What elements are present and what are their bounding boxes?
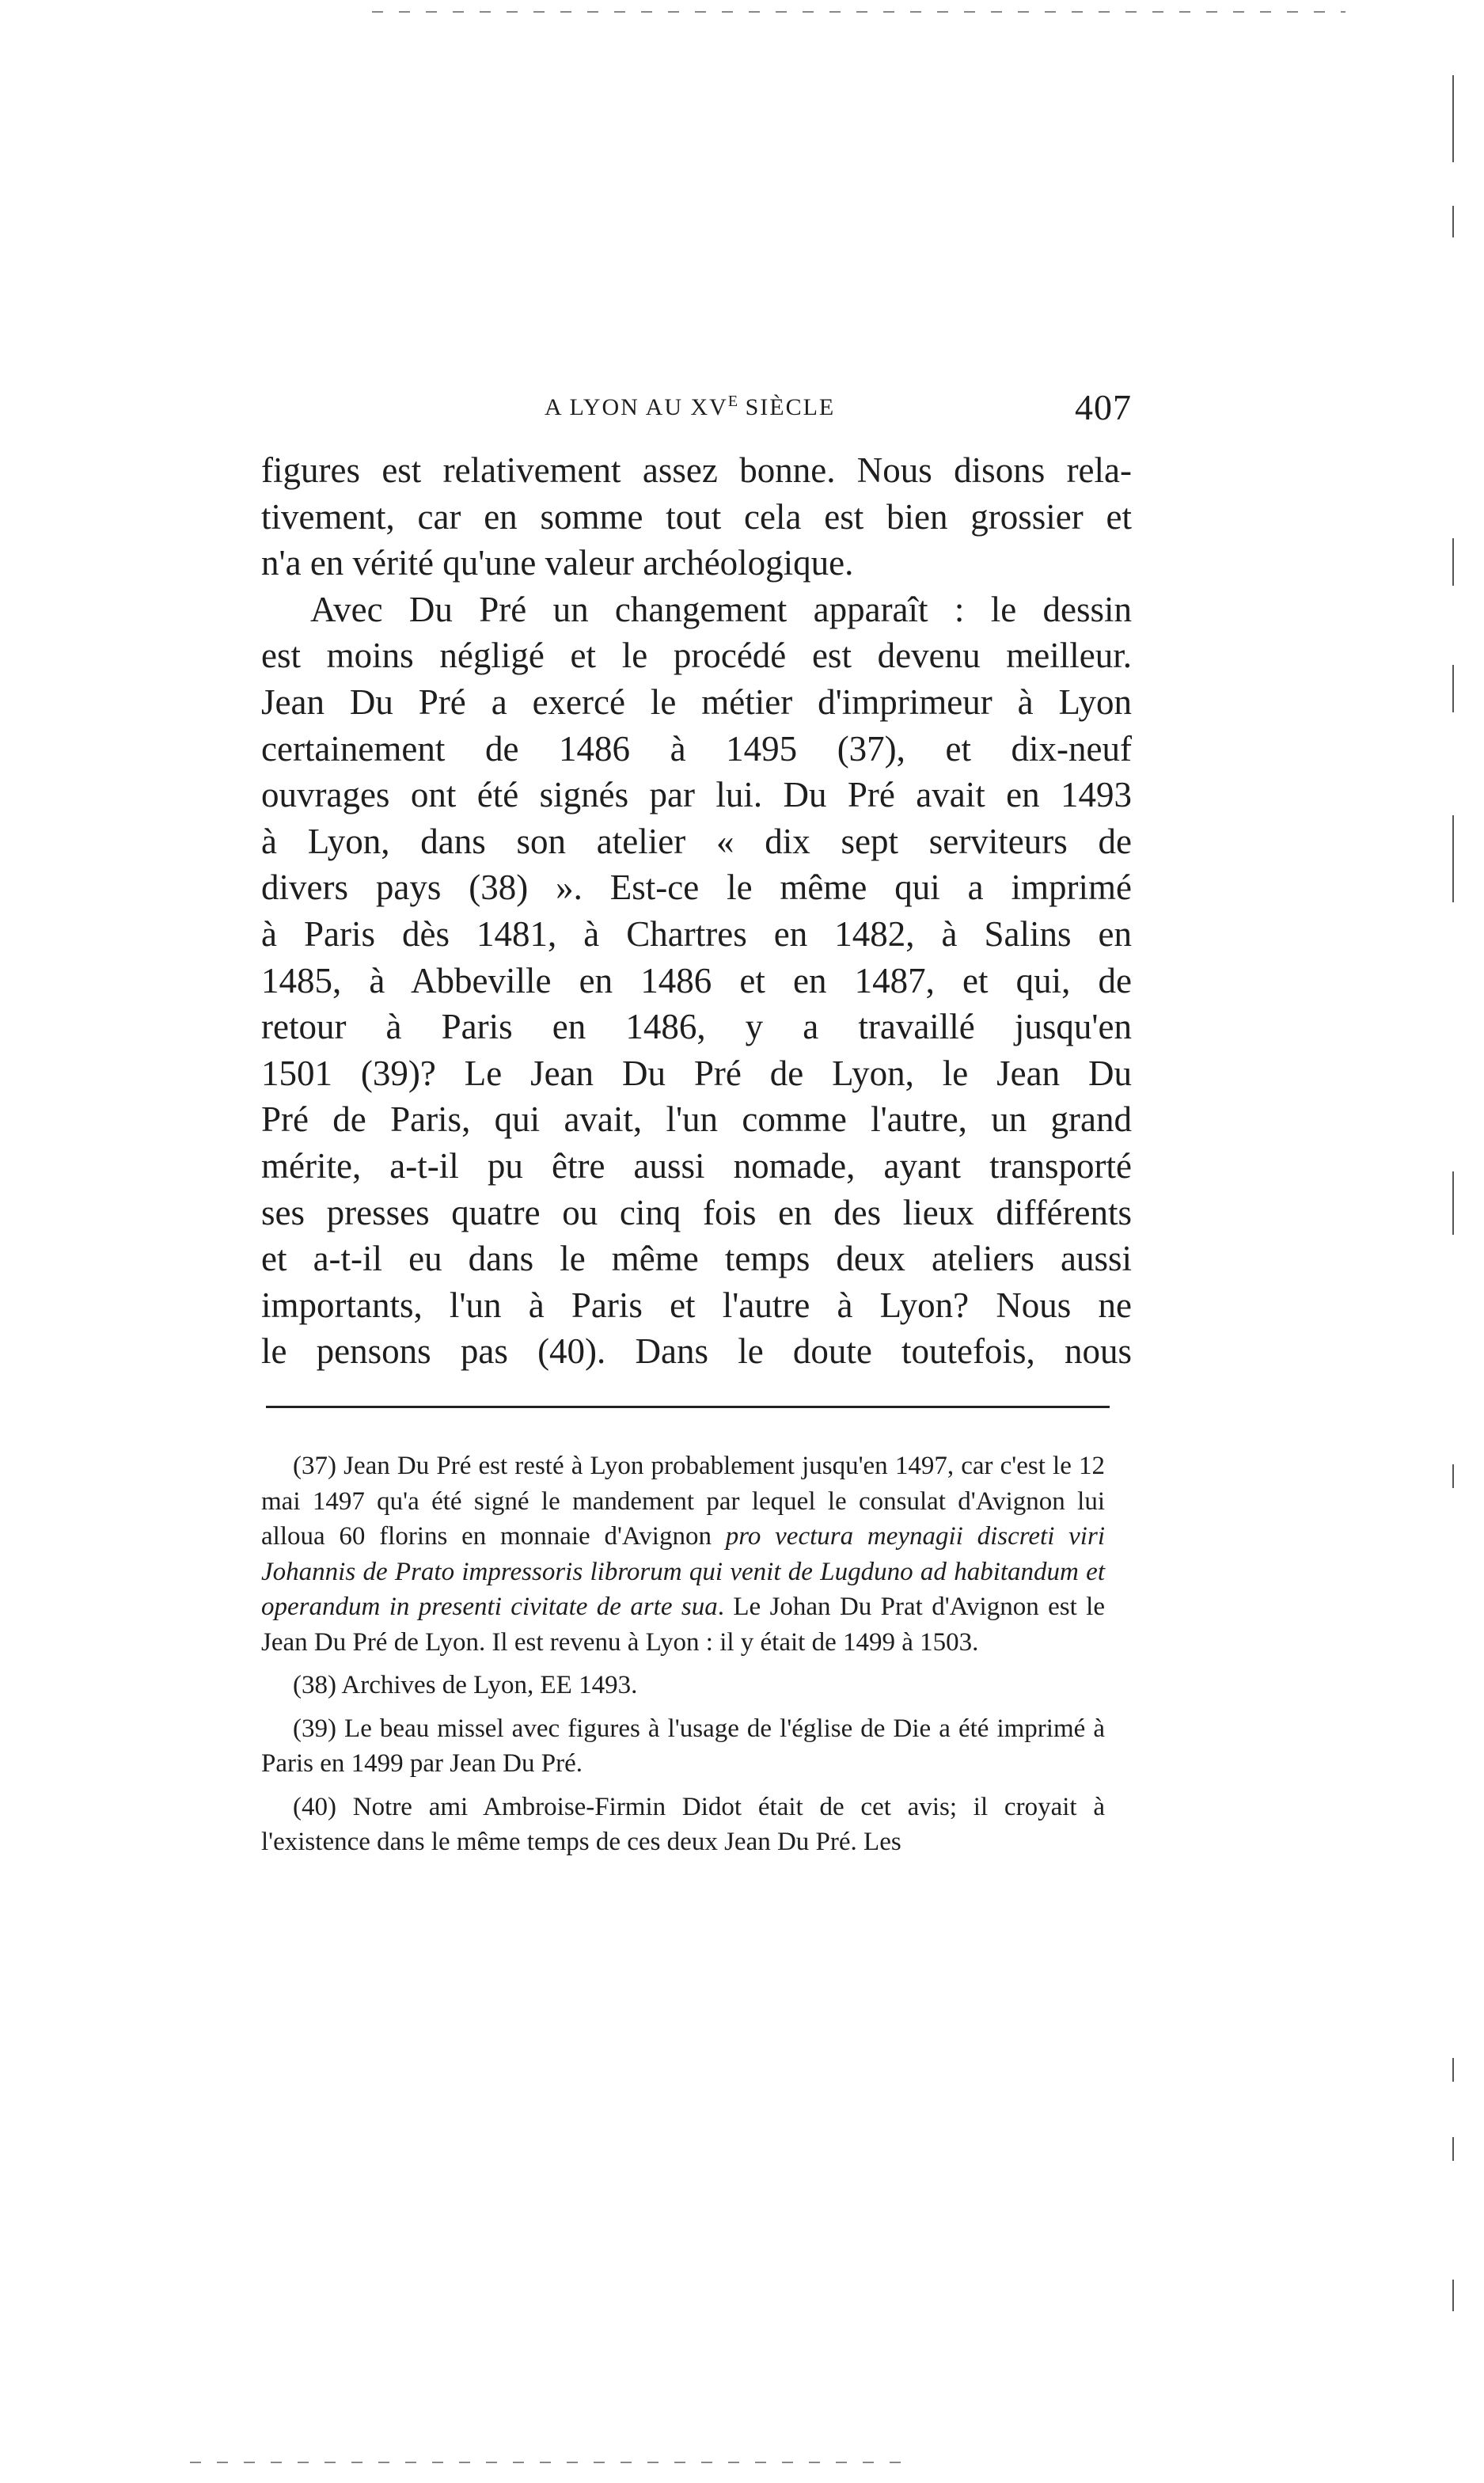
scan-edge-top	[372, 11, 1345, 13]
body-line: importants, l'un à Paris et l'autre à Lyon? Nous ne	[261, 1285, 1132, 1325]
running-head	[261, 386, 1132, 442]
footnote-39: (39) Le beau missel avec figures à l'usage de l'église de Die a été imprimé à Paris en 1499 par Jean Du Pré.	[261, 1714, 1105, 1778]
body-line: figures est relativement assez bonne. Nous disons rela-	[261, 450, 1132, 490]
body-line: n'a en vérité qu'une valeur archéologique.	[261, 543, 854, 583]
margin-mark	[1452, 1464, 1454, 1488]
body-line: Jean Du Pré a exercé le métier d'imprimeur à Lyon	[261, 681, 1132, 722]
margin-mark	[1452, 2058, 1454, 2082]
body-line: est moins négligé et le procédé est devenu meilleur.	[261, 636, 1132, 676]
scan-edge-bottom	[190, 2462, 902, 2463]
body-line: ouvrages ont été signés par lui. Du Pré avait en 1493	[261, 775, 1132, 815]
page-number: 407	[1075, 387, 1132, 427]
running-title	[545, 393, 835, 421]
margin-mark	[1452, 2137, 1454, 2161]
body-line: certainement de 1486 à 1495 (37), et dix-neuf	[261, 728, 1132, 769]
body-text	[261, 447, 1132, 1375]
body-line: à Lyon, dans son atelier « dix sept serviteurs de	[261, 821, 1132, 861]
running-title-sup: E	[727, 393, 738, 410]
body-line: mérite, a-t-il pu être aussi nomade, ayant transporté	[261, 1145, 1132, 1186]
body-line: Pré de Paris, qui avait, l'un comme l'autre, un grand	[261, 1099, 1132, 1140]
footnote-37	[261, 1448, 1105, 1660]
margin-mark	[1452, 75, 1454, 162]
body-line: divers pays (38) ». Est-ce le même qui a imprimé	[261, 868, 1132, 908]
footnotes	[261, 1448, 1105, 1860]
body-line: retour à Paris en 1486, y a travaillé jusqu'en	[261, 1007, 1132, 1047]
running-title-main: A LYON AU XV	[545, 394, 728, 420]
footnote-separator	[266, 1406, 1110, 1408]
margin-mark	[1452, 2280, 1454, 2311]
margin-mark	[1452, 206, 1454, 237]
body-line: le pensons pas (40). Dans le doute toutefois, nous	[261, 1331, 1132, 1372]
footnote-38: (38) Archives de Lyon, EE 1493.	[293, 1671, 638, 1699]
margin-mark	[1452, 538, 1454, 586]
footnote-37-text-a: (37) Jean Du Pré est resté à Lyon probablement jusqu'en 1497, car c'est le 12 mai 1497 qu'a été signé le mandement par lequel le consulat d'Avignon lui alloua 60 florins en monnaie d'Avignon	[261, 1452, 1105, 1551]
body-line: Avec Du Pré un changement apparaît : le dessin	[310, 589, 1132, 629]
body-line: à Paris dès 1481, à Chartres en 1482, à Salins en	[261, 913, 1132, 954]
body-line: et a-t-il eu dans le même temps deux ateliers aussi	[261, 1239, 1132, 1279]
margin-mark	[1452, 815, 1454, 902]
running-title-tail: SIÈCLE	[738, 394, 836, 420]
body-line: tivement, car en somme tout cela est bien grossier et	[261, 496, 1132, 537]
footnote-37-text-b: . Le Johan Du Prat d'Avignon est le Jean Du Pré de Lyon. Il est revenu à Lyon : il y était de 1499 à 1503.	[261, 1593, 1105, 1657]
body-line: ses presses quatre ou cinq fois en des lieux différents	[261, 1192, 1132, 1232]
body-line: 1485, à Abbeville en 1486 et en 1487, et qui, de	[261, 960, 1132, 1000]
footnote-37-latin: pro vectura meynagii discreti viri Johannis de Prato impressoris librorum qui venit de Lugduno ad habitandum et operandum in presenti civitate de arte sua	[261, 1522, 1105, 1621]
margin-mark	[1452, 1171, 1454, 1235]
footnote-40: (40) Notre ami Ambroise-Firmin Didot était de cet avis; il croyait à l'existence dans le même temps de ces deux Jean Du Pré. Les	[261, 1792, 1105, 1856]
margin-mark	[1452, 665, 1454, 712]
body-line: 1501 (39)? Le Jean Du Pré de Lyon, le Jean Du	[261, 1053, 1132, 1093]
